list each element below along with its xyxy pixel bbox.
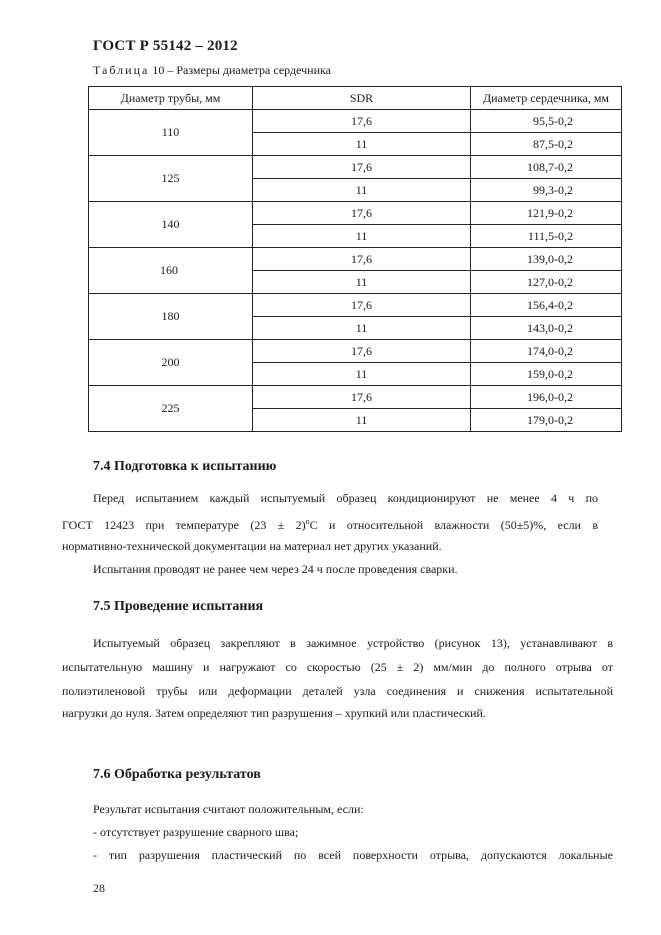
section-7-4-line-2-start: ГОСТ 12423 при температуре (23 ± 2) [62, 518, 306, 532]
core-diameter-cell: 196,0-0,2 [471, 386, 622, 409]
section-7-5-line-2: испытательную машину и нагружают со скоростью (25 ± 2) мм/мин до полного отрыва от [62, 660, 613, 674]
column-header-pipe-diameter: Диаметр трубы, мм [89, 87, 253, 110]
pipe-diameter-cell: 200 [89, 340, 253, 386]
section-7-4-line-2 [62, 510, 598, 537]
core-diameter-cell: 108,7-0,2 [471, 156, 622, 179]
table-row [89, 340, 622, 363]
sdr-cell: 11 [253, 225, 471, 248]
section-7-4-line-3: нормативно-технической документации на материал нет других указаний. [62, 539, 442, 553]
core-diameter-cell: 95,5-0,2 [471, 110, 622, 133]
pipe-diameter-cell: 110 [89, 110, 253, 156]
core-diameter-cell: 159,0-0,2 [471, 363, 622, 386]
section-7-4-title: 7.4 Подготовка к испытанию [93, 459, 277, 474]
section-7-4-line-2-end: С и относительной влажности (50±5)%, если в [309, 518, 598, 532]
core-diameter-cell: 179,0-0,2 [471, 409, 622, 432]
sdr-cell: 11 [253, 409, 471, 432]
core-diameter-table [88, 86, 622, 432]
table-row [89, 386, 622, 409]
degree-sign: о [305, 517, 310, 526]
sdr-cell: 11 [253, 179, 471, 202]
table-caption [93, 63, 331, 78]
section-7-6-title: 7.6 Обработка результатов [93, 767, 261, 782]
sdr-cell: 17,6 [253, 340, 471, 363]
core-diameter-cell: 121,9-0,2 [471, 202, 622, 225]
section-7-6-line-1: Результат испытания считают положительным, если: [93, 802, 364, 816]
column-header-core-diameter: Диаметр сердечника, мм [471, 87, 622, 110]
sdr-cell: 17,6 [253, 156, 471, 179]
table-header-row [89, 87, 622, 110]
sdr-cell: 17,6 [253, 386, 471, 409]
table-row [89, 202, 622, 225]
table-caption-text: 10 – Размеры диаметра сердечника [149, 63, 331, 77]
sdr-cell: 17,6 [253, 110, 471, 133]
table-caption-prefix: Таблица [93, 63, 150, 77]
section-7-6-line-2: - отсутствует разрушение сварного шва; [93, 825, 299, 839]
core-diameter-cell: 139,0-0,2 [471, 248, 622, 271]
section-7-5-title: 7.5 Проведение испытания [93, 599, 264, 614]
core-diameter-cell: 143,0-0,2 [471, 317, 622, 340]
pipe-diameter-cell: 140 [89, 202, 253, 248]
document-header: ГОСТ Р 55142 – 2012 [93, 38, 238, 54]
table-row [89, 110, 622, 133]
sdr-cell: 11 [253, 363, 471, 386]
pipe-diameter-cell: 225 [89, 386, 253, 432]
pipe-diameter-cell: 180 [89, 294, 253, 340]
sdr-cell: 17,6 [253, 202, 471, 225]
core-diameter-cell: 174,0-0,2 [471, 340, 622, 363]
sdr-cell: 17,6 [253, 294, 471, 317]
core-diameter-cell: 87,5-0,2 [471, 133, 622, 156]
section-7-4-paragraph-2: Испытания проводят не ранее чем через 24 ч после проведения сварки. [93, 562, 458, 576]
table-row [89, 248, 622, 271]
section-7-5-line-3: полиэтиленовой трубы или деформации деталей узла соединения и снижения испытательной [62, 684, 613, 698]
section-7-5-line-1: Испытуемый образец закрепляют в зажимное устройство (рисунок 13), устанавливают в [93, 636, 613, 650]
sdr-cell: 11 [253, 317, 471, 340]
table-row [89, 156, 622, 179]
page-number: 28 [93, 881, 105, 895]
core-diameter-cell: 99,3-0,2 [471, 179, 622, 202]
pipe-diameter-cell: 125 [89, 156, 253, 202]
table-row [89, 294, 622, 317]
sdr-cell: 11 [253, 133, 471, 156]
section-7-5-line-4: нагрузки до нуля. Затем определяют тип разрушения – хрупкий или пластический. [62, 706, 486, 720]
sdr-cell: 11 [253, 271, 471, 294]
section-7-6-line-3: - тип разрушения пластический по всей поверхности отрыва, допускаются локальные [93, 848, 613, 862]
core-diameter-cell: 156,4-0,2 [471, 294, 622, 317]
column-header-sdr: SDR [253, 87, 471, 110]
core-diameter-cell: 111,5-0,2 [471, 225, 622, 248]
sdr-cell: 17,6 [253, 248, 471, 271]
section-7-4-line-1: Перед испытанием каждый испытуемый образец кондиционируют не менее 4 ч по [93, 491, 598, 505]
core-diameter-cell: 127,0-0,2 [471, 271, 622, 294]
pipe-diameter-cell: 160 [89, 248, 253, 294]
